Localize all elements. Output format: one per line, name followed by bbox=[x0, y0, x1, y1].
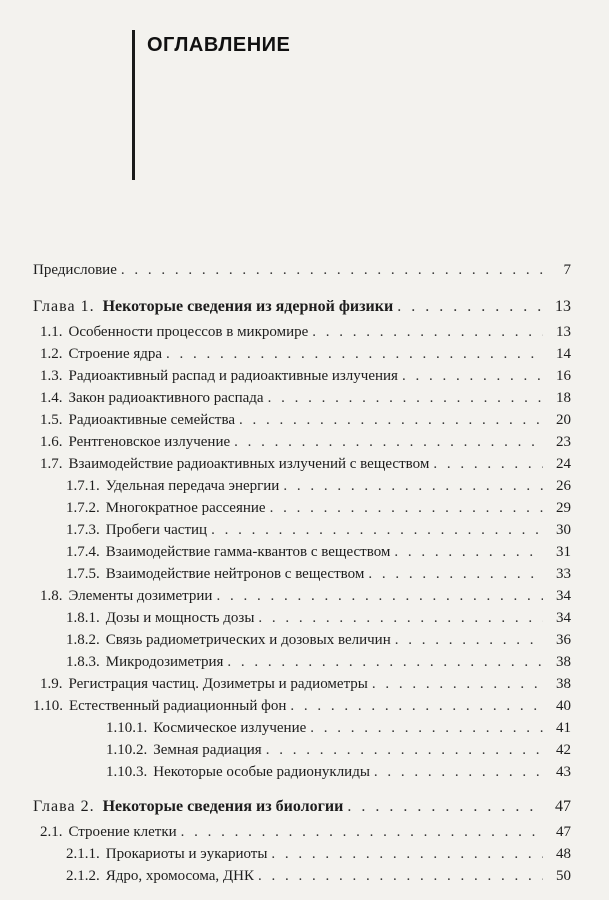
section-number: 1.9. bbox=[40, 676, 63, 692]
page-number: 7 bbox=[563, 262, 571, 278]
page-number: 34 bbox=[556, 610, 571, 626]
section-number: 1.7.4. bbox=[66, 544, 100, 560]
toc-entry-heading bbox=[66, 500, 266, 517]
section-title: Особенности процессов в микромире bbox=[68, 324, 309, 340]
section-number: 1.8.1. bbox=[66, 610, 100, 626]
toc-entry-row bbox=[0, 324, 609, 346]
dot-leader bbox=[395, 632, 543, 649]
section-title: Удельная передача энергии bbox=[105, 478, 280, 494]
page-number: 50 bbox=[556, 868, 571, 884]
section-number: 1.10. bbox=[33, 698, 63, 714]
page-number: 20 bbox=[556, 412, 571, 428]
page-number: 31 bbox=[556, 544, 571, 560]
section-number: 1.8.2. bbox=[66, 632, 100, 648]
section-title: Некоторые особые радионуклиды bbox=[153, 764, 370, 780]
section-title: Дозы и мощность дозы bbox=[105, 610, 255, 626]
toc-entry-row bbox=[0, 846, 609, 868]
section-number: 1.5. bbox=[40, 412, 63, 428]
toc-entry-row bbox=[0, 412, 609, 434]
toc-entry-heading bbox=[40, 676, 368, 693]
section-title: Радиоактивные семейства bbox=[68, 412, 236, 428]
toc-entry-row bbox=[0, 566, 609, 588]
toc-entry-heading bbox=[66, 610, 254, 627]
section-title: Земная радиация bbox=[153, 742, 262, 758]
section-title: Многократное рассеяние bbox=[105, 500, 266, 516]
section-title: Предисловие bbox=[33, 262, 117, 278]
page-number: 30 bbox=[556, 522, 571, 538]
section-number: 1.10.1. bbox=[106, 720, 148, 736]
dot-leader bbox=[283, 478, 543, 495]
page-number: 47 bbox=[555, 798, 571, 815]
section-title: Естественный радиационный фон bbox=[69, 698, 287, 714]
section-title: Взаимодействие радиоактивных излучений с веществом bbox=[68, 456, 430, 472]
dot-leader bbox=[374, 764, 543, 781]
section-number: 1.7.2. bbox=[66, 500, 100, 516]
page-number: 13 bbox=[555, 298, 571, 315]
dot-leader bbox=[181, 824, 543, 841]
section-number: 1.7.5. bbox=[66, 566, 100, 582]
toc-entry-row bbox=[0, 868, 609, 890]
dot-leader bbox=[258, 868, 543, 885]
page-number: 14 bbox=[556, 346, 571, 362]
dot-leader bbox=[290, 698, 543, 715]
toc-entry-row bbox=[0, 346, 609, 368]
toc-chapter-row bbox=[0, 798, 609, 820]
section-title: Рентгеновское излучение bbox=[68, 434, 231, 450]
toc-entry-heading bbox=[40, 824, 177, 841]
dot-leader bbox=[397, 298, 543, 316]
page-number: 18 bbox=[556, 390, 571, 406]
dot-leader bbox=[347, 798, 543, 816]
page-number: 40 bbox=[556, 698, 571, 714]
toc-entry-row bbox=[0, 654, 609, 676]
toc-entry-heading bbox=[66, 522, 207, 539]
toc-entry-row bbox=[0, 500, 609, 522]
dot-leader bbox=[227, 654, 543, 671]
toc-entry-row bbox=[0, 368, 609, 390]
section-number: 1.6. bbox=[40, 434, 63, 450]
section-number: 1.3. bbox=[40, 368, 63, 384]
section-number: 2.1.2. bbox=[66, 868, 100, 884]
toc-entry-heading bbox=[40, 434, 230, 451]
chapter-label: Глава 1. bbox=[33, 298, 95, 315]
section-number: 1.8.3. bbox=[66, 654, 100, 670]
section-title: Закон радиоактивного распада bbox=[68, 390, 264, 406]
toc-entry-row bbox=[0, 434, 609, 456]
toc-entry-heading bbox=[40, 368, 398, 385]
dot-leader bbox=[271, 846, 543, 863]
page-number: 23 bbox=[556, 434, 571, 450]
toc-entry-row bbox=[0, 632, 609, 654]
section-number: 1.2. bbox=[40, 346, 63, 362]
toc-entry-heading bbox=[40, 456, 429, 473]
toc-entry-heading bbox=[66, 478, 279, 495]
dot-leader bbox=[121, 262, 543, 279]
toc-entry-row bbox=[0, 588, 609, 610]
chapter-label: Глава 2. bbox=[33, 798, 95, 815]
dot-leader bbox=[239, 412, 543, 429]
section-title: Микродозиметрия bbox=[105, 654, 224, 670]
dot-leader bbox=[312, 324, 543, 341]
toc-entry-row bbox=[0, 742, 609, 764]
section-title: Пробеги частиц bbox=[105, 522, 208, 538]
section-title: Взаимодействие нейтронов с веществом bbox=[105, 566, 365, 582]
toc-entry-heading bbox=[66, 632, 391, 649]
section-title: Строение клетки bbox=[68, 824, 177, 840]
toc-entry-row bbox=[0, 764, 609, 786]
dot-leader bbox=[234, 434, 543, 451]
dot-leader bbox=[266, 742, 543, 759]
toc-entry-heading bbox=[40, 412, 235, 429]
section-title: Взаимодействие гамма-квантов с веществом bbox=[105, 544, 391, 560]
page-number: 36 bbox=[556, 632, 571, 648]
section-title: Космическое излучение bbox=[153, 720, 307, 736]
toc-entry-row bbox=[0, 610, 609, 632]
section-number: 1.7.1. bbox=[66, 478, 100, 494]
page-title: ОГЛАВЛЕНИЕ bbox=[147, 34, 291, 56]
chapter-title: Некоторые сведения из биологии bbox=[102, 798, 344, 815]
dot-leader bbox=[270, 500, 543, 517]
dot-leader bbox=[433, 456, 543, 473]
toc-entry-heading bbox=[66, 846, 267, 863]
page-number: 13 bbox=[556, 324, 571, 340]
toc-entry-row bbox=[0, 720, 609, 742]
page-number: 38 bbox=[556, 654, 571, 670]
page-number: 47 bbox=[556, 824, 571, 840]
section-number: 1.4. bbox=[40, 390, 63, 406]
page-number: 42 bbox=[556, 742, 571, 758]
section-number: 2.1. bbox=[40, 824, 63, 840]
section-number: 2.1.1. bbox=[66, 846, 100, 862]
toc-entry-heading bbox=[40, 346, 162, 363]
page-number: 16 bbox=[556, 368, 571, 384]
toc-entry-heading bbox=[66, 544, 390, 561]
page-number: 26 bbox=[556, 478, 571, 494]
toc-entry-row bbox=[0, 522, 609, 544]
page-number: 29 bbox=[556, 500, 571, 516]
page-number: 48 bbox=[556, 846, 571, 862]
dot-leader bbox=[394, 544, 543, 561]
toc-entry-heading bbox=[66, 654, 223, 671]
page-number: 33 bbox=[556, 566, 571, 582]
dot-leader bbox=[402, 368, 543, 385]
toc-entry-row bbox=[0, 478, 609, 500]
toc-entry-heading bbox=[66, 566, 364, 583]
section-number: 1.8. bbox=[40, 588, 63, 604]
toc-entry-heading bbox=[40, 390, 264, 407]
section-title: Элементы дозиметрии bbox=[68, 588, 213, 604]
dot-leader bbox=[166, 346, 543, 363]
toc-entry-row bbox=[0, 262, 609, 284]
page-number: 38 bbox=[556, 676, 571, 692]
section-title: Строение ядра bbox=[68, 346, 163, 362]
page-number: 24 bbox=[556, 456, 571, 472]
dot-leader bbox=[211, 522, 543, 539]
heading-rule bbox=[132, 30, 135, 180]
toc-entry-row bbox=[0, 390, 609, 412]
toc-entry-row bbox=[0, 544, 609, 566]
dot-leader bbox=[216, 588, 543, 605]
toc-entry-heading bbox=[40, 588, 212, 605]
dot-leader bbox=[368, 566, 543, 583]
dot-leader bbox=[372, 676, 543, 693]
section-title: Связь радиометрических и дозовых величин bbox=[105, 632, 391, 648]
toc-chapter-row bbox=[0, 298, 609, 320]
toc-entry-heading bbox=[66, 868, 254, 885]
section-number: 1.7. bbox=[40, 456, 63, 472]
dot-leader bbox=[268, 390, 543, 407]
toc-entry-row bbox=[0, 456, 609, 478]
section-title: Радиоактивный распад и радиоактивные излучения bbox=[68, 368, 398, 384]
toc-entry-heading bbox=[33, 298, 393, 316]
toc-entry-heading bbox=[106, 720, 306, 737]
toc-entry-heading bbox=[106, 764, 370, 781]
toc-entry-row bbox=[0, 824, 609, 846]
toc-entry-heading bbox=[33, 698, 286, 715]
toc-entry-heading bbox=[33, 798, 343, 816]
section-number: 1.7.3. bbox=[66, 522, 100, 538]
section-title: Прокариоты и эукариоты bbox=[105, 846, 268, 862]
section-title: Ядро, хромосома, ДНК bbox=[105, 868, 254, 884]
section-number: 1.10.3. bbox=[106, 764, 148, 780]
section-number: 1.10.2. bbox=[106, 742, 148, 758]
toc-entry-heading bbox=[40, 324, 308, 341]
toc-entry-heading bbox=[106, 742, 262, 759]
page-number: 43 bbox=[556, 764, 571, 780]
dot-leader bbox=[310, 720, 543, 737]
dot-leader bbox=[258, 610, 543, 627]
chapter-title: Некоторые сведения из ядерной физики bbox=[102, 298, 394, 315]
toc-entry-row bbox=[0, 676, 609, 698]
toc-entry-heading bbox=[33, 262, 117, 279]
toc-entry-row bbox=[0, 698, 609, 720]
page-number: 34 bbox=[556, 588, 571, 604]
page-number: 41 bbox=[556, 720, 571, 736]
section-number: 1.1. bbox=[40, 324, 63, 340]
section-title: Регистрация частиц. Дозиметры и радиометры bbox=[68, 676, 368, 692]
